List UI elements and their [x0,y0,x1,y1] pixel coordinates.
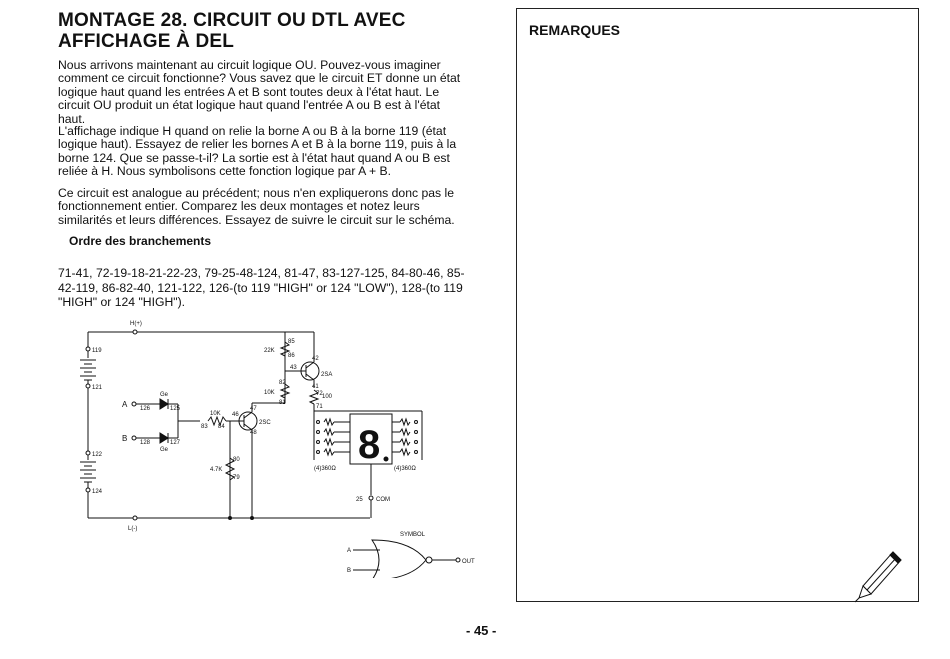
diode-a-label: Ge [160,392,169,398]
r-360-right-label: (4)360Ω [394,466,416,472]
symbol-input-b: B [347,568,352,574]
terminal-79: 79 [233,475,240,481]
terminal-128: 128 [140,440,151,446]
terminal-81: 81 [279,400,286,406]
terminal-25: 25 [356,497,363,503]
terminal-42: 42 [312,356,319,362]
terminal-71: 71 [316,404,323,410]
terminal-47: 47 [250,406,257,412]
circuit-schematic [60,318,495,578]
r-100-label: 100 [322,394,333,400]
terminal-82: 82 [279,380,286,386]
r-47k-label: 4.7K [210,467,223,473]
terminal-125: 125 [170,406,181,412]
connections-list: 71-41, 72-19-18-21-22-23, 79-25-48-124, 81-47, 83-127-125, 84-80-46, 85-42-119, 86-82-40, 121-122, 126-(to 119 "HIGH" or 124 "LOW"), 128-(to 119 "HIGH" or 124 "HIGH"). [58,266,465,309]
terminal-121: 121 [92,385,103,391]
symbol-input-a: A [347,548,352,554]
terminal-124: 124 [92,489,103,495]
r-10k-lower-label: 10K [210,411,221,417]
terminal-41: 41 [312,384,319,390]
r-22k-label: 22K [264,348,275,354]
page-number: - 45 - [466,623,497,638]
remarks-panel [516,8,919,602]
rail-high-label: H(+) [130,321,142,327]
terminal-127: 127 [170,440,181,446]
terminal-86: 86 [288,353,295,359]
transistor-q2-label: 2SA [321,372,333,378]
page-title: MONTAGE 28. CIRCUIT OU DTL AVEC AFFICHAGE À DEL [58,10,406,52]
symbol-title: SYMBOL [400,532,426,538]
input-a-label: A [122,400,128,409]
pencil-icon [855,548,905,604]
transistor-q1-label: 2SC [259,420,271,426]
rail-low-label: L(-) [128,526,138,532]
terminal-119: 119 [92,348,102,354]
terminal-84: 84 [218,424,225,430]
r-360-left-label: (4)360Ω [314,466,336,472]
terminal-85: 85 [288,339,295,345]
com-label: COM [376,497,390,503]
seven-segment-digit: 8 [358,423,381,467]
display-paragraph: L'affichage indique H quand on relie la borne A ou B à la borne 119 (état logique haut). Essayez de relier les bornes A et B à la borne 119, puis à la borne 124. Que se passe-t-il? La sortie est à l'état haut quand A ou B est reliée à H. Nous symbolisons cette fonction logique par A + B. [58,124,457,179]
comparison-paragraph: Ce circuit est analogue au précédent; nous n'en expliquerons donc pas le fonctionnement entier. Comparez les deux montages et notez leurs similarités et leurs différences. Essayez de suivre le circuit sur le schéma. [58,186,455,227]
terminal-72: 72 [316,391,323,397]
diode-b-label: Ge [160,447,169,453]
remarks-heading: REMARQUES [529,22,621,38]
intro-paragraph: Nous arrivons maintenant au circuit logique OU. Pouvez-vous imaginer comment ce circuit fonctionne? Vous savez que le circuit ET donne un état logique haut quand les entrées A et B sont toutes deux à l'état haut. Le circuit OU produit un état logique haut quand l'entrée A ou B est à l'état haut. [58,58,461,126]
connections-heading: Ordre des branchements [69,234,212,248]
symbol-output: OUT [462,559,475,565]
terminal-83: 83 [201,424,208,430]
terminal-80: 80 [233,457,240,463]
terminal-43: 43 [290,365,297,371]
input-b-label: B [122,434,128,443]
terminal-48: 48 [250,430,257,436]
terminal-126: 126 [140,406,151,412]
r-10k-upper-label: 10K [264,390,275,396]
terminal-46: 46 [232,412,239,418]
terminal-122: 122 [92,452,103,458]
